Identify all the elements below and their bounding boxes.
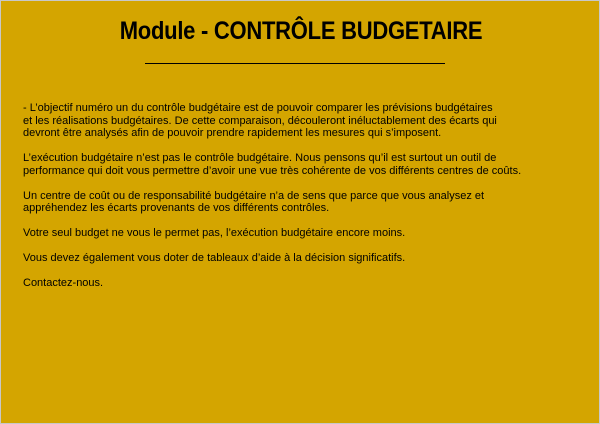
contact-text: Contactez-nous. [23,277,104,289]
paragraph-execution: L’exécution budgétaire n’est pas le contrôle budgétaire. Nous pensons qu’il est surtout un outil de performance qui doit vous permettre d’avoir une vue très cohérente de vos différents centres de coûts. [23,152,522,177]
paragraph-budget-alone: Votre seul budget ne vous le permet pas, l’exécution budgétaire encore moins. [23,227,406,239]
title-underline [145,63,445,64]
body-text [23,102,583,302]
page-title: Module - CONTRÔLE BUDGETAIRE [119,17,483,45]
paragraph-cost-center: Un centre de coût ou de responsabilité budgétaire n’a de sens que parce que vous analysez et appréhendez les écarts provenants de vos différents contrôles. [23,189,485,214]
paragraph-dashboards: Vous devez également vous doter de tableaux d’aide à la décision significatifs. [23,252,406,264]
paragraph-objective: - L’objectif numéro un du contrôle budgétaire est de pouvoir comparer les prévisions budgétaires et les réalisations budgétaires. De cette comparaison, découleront inéluctablement des écarts qui devront être analysés afin de pouvoir prendre rapidement les mesures qui s’imposent. [23,102,497,139]
